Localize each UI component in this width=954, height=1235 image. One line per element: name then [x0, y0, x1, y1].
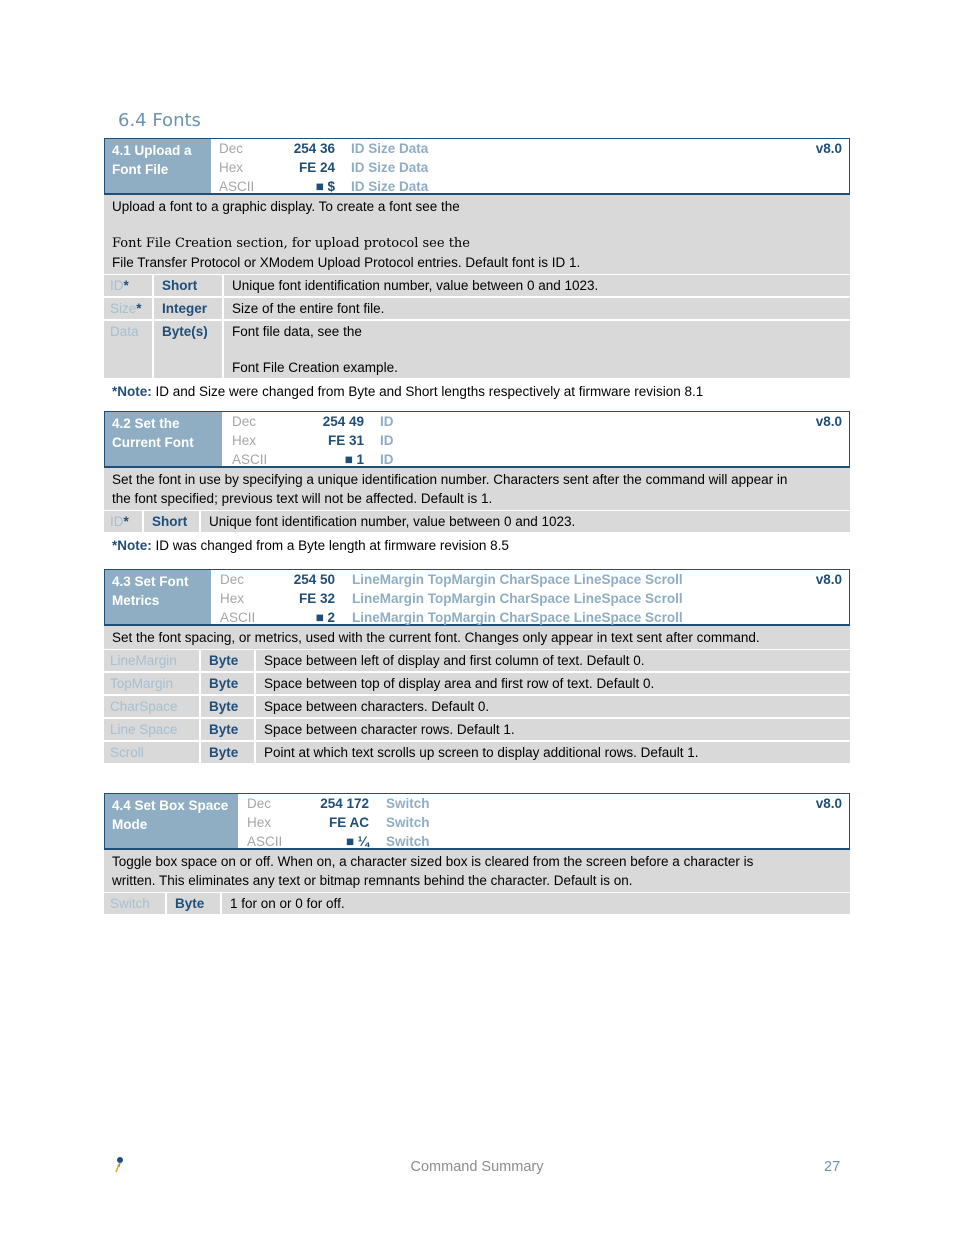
- param-row: Data Byte(s) Font file data, see the Font File Creation example.: [104, 321, 850, 380]
- version-label: v8.0: [815, 414, 842, 429]
- command-description: Toggle box space on or off. When on, a character sized box is cleared from the screen before a character is written. This eliminates any text or bitmap remnants behind the character. Default is on.: [104, 850, 850, 893]
- command-header: [104, 138, 850, 195]
- param-row: TopMargin Byte Space between top of display area and first row of text. Default 0.: [104, 673, 850, 696]
- param-row: ID* Short Unique font identification number, value between 0 and 1023.: [104, 275, 850, 298]
- command-codes: [211, 139, 849, 193]
- hex-row: Hex FE AC Switch: [247, 815, 430, 830]
- hex-row: Hex FE 24 ID Size Data: [219, 160, 429, 175]
- command-block-set-box-space-mode: [104, 793, 850, 916]
- hex-row: Hex FE 32 LineMargin TopMargin CharSpace LineSpace Scroll: [220, 591, 683, 606]
- command-description: Upload a font to a graphic display. To create a font see the Font File Creation section, for upload protocol see the File Transfer Protocol or XModem Upload Protocol entries. Default font is ID 1.: [104, 195, 850, 275]
- ascii-row: ASCII ■ 1 ID: [232, 452, 394, 467]
- dec-row: Dec 254 172 Switch: [247, 796, 430, 811]
- param-row: Switch Byte 1 for on or 0 for off.: [104, 893, 850, 916]
- dec-row: Dec 254 50 LineMargin TopMargin CharSpace LineSpace Scroll: [220, 572, 683, 587]
- command-header: [104, 411, 850, 468]
- command-name: 4.1 Upload a Font File: [105, 139, 211, 193]
- hex-row: Hex FE 31 ID: [232, 433, 394, 448]
- param-row: ID* Short Unique font identification number, value between 0 and 1023.: [104, 511, 850, 534]
- footer-title: Command Summary: [410, 1159, 544, 1175]
- command-description: Set the font in use by specifying a unique identification number. Characters sent after the command will appear in the font specified; previous text will not be affected. Default is 1.: [104, 468, 850, 511]
- command-codes: [222, 412, 849, 466]
- command-name: 4.3 Set Font Metrics: [105, 570, 211, 624]
- param-row: Line Space Byte Space between character rows. Default 1.: [104, 719, 850, 742]
- note: *Note: ID and Size were changed from Byte and Short lengths respectively at firmware revision 8.1: [112, 384, 704, 399]
- note: *Note: ID was changed from a Byte length at firmware revision 8.5: [112, 538, 509, 553]
- ascii-row: ASCII ■ 2 LineMargin TopMargin CharSpace LineSpace Scroll: [220, 610, 683, 625]
- command-name: 4.2 Set the Current Font: [105, 412, 222, 466]
- command-block-upload-font: [104, 138, 850, 403]
- dec-row: Dec 254 36 ID Size Data: [219, 141, 429, 156]
- command-block-set-current-font: [104, 411, 850, 557]
- command-header: [104, 569, 850, 626]
- page-number: 27: [824, 1159, 841, 1175]
- command-block-set-font-metrics: [104, 569, 850, 765]
- ascii-row: ASCII ■ ¼ Switch: [247, 834, 430, 849]
- dec-row: Dec 254 49 ID: [232, 414, 394, 429]
- command-header: [104, 793, 850, 850]
- param-row: Scroll Byte Point at which text scrolls up screen to display additional rows. Default 1.: [104, 742, 850, 765]
- version-label: v8.0: [815, 572, 842, 587]
- section-title: 6.4 Fonts: [118, 110, 201, 131]
- command-codes: [211, 570, 849, 624]
- param-row: LineMargin Byte Space between left of display and first column of text. Default 0.: [104, 650, 850, 673]
- command-description: Set the font spacing, or metrics, used with the current font. Changes only appear in text sent after command.: [104, 626, 850, 650]
- command-name: 4.4 Set Box Space Mode: [105, 794, 238, 848]
- version-label: v8.0: [815, 796, 842, 811]
- param-row: CharSpace Byte Space between characters. Default 0.: [104, 696, 850, 719]
- version-label: v8.0: [815, 141, 842, 156]
- command-codes: [238, 794, 849, 848]
- ascii-row: ASCII ■ $ ID Size Data: [219, 179, 429, 194]
- param-row: Size* Integer Size of the entire font file.: [104, 298, 850, 321]
